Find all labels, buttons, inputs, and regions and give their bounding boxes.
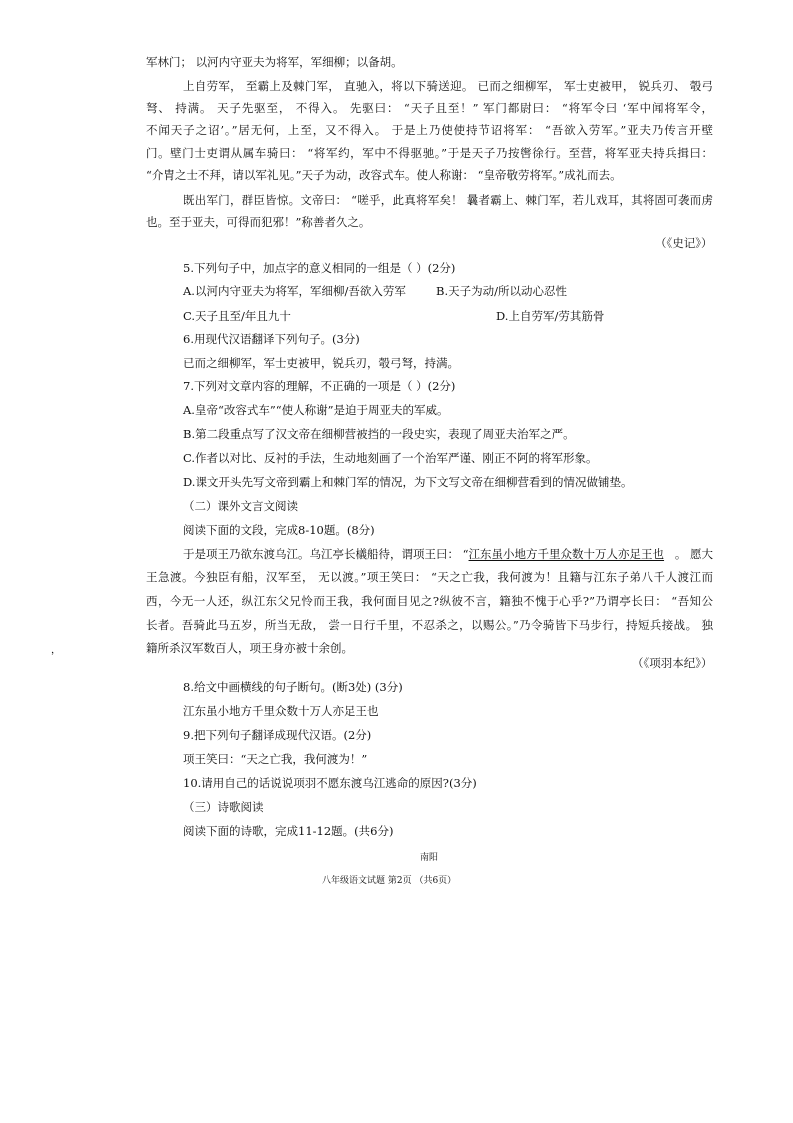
passage1-line-4: 不闻天子之诏’。”居无何，上至，又不得入。 于是上乃使使持节诏将军： “吾欲入劳军。”亚夫乃传言开壁 <box>146 123 713 137</box>
passage1-line-1: 军林门； 以河内守亚夫为将军，军细柳；以备胡。 <box>146 55 403 69</box>
q5-option-b: B.天子为动/所以动心忍性 <box>436 284 567 298</box>
passage1-line-5: 门。壁门士吏谓从属车骑曰： “将军约，军中不得驱驰。”于是天子乃按辔徐行。至营，将军亚夫持兵揖曰： <box>146 146 713 160</box>
passage2-source: （《项羽本纪》） <box>632 656 713 670</box>
q7-option-a: A.皇帝“改容式车”“使人称谢”是迫于周亚夫的军威。 <box>183 403 449 417</box>
passage2-line-5: 籍所杀汉军数百人，项王身亦被十余创。 <box>146 641 353 655</box>
passage2-line-3: 西，今无一人还，纵江东父兄怜而王我，我何面目见之?纵彼不言，籍独不愧于心乎?”乃谓亭长曰： “吾知公 <box>146 594 713 608</box>
passage1-line-3: 弩、 持满。 天子先驱至， 不得入。 先驱曰： “天子且至！” 军门都尉曰： “将军令曰 ‘军中闻将军令， <box>146 101 713 115</box>
footer-page-info: 八年级语文试题 第2页 （共6页） <box>322 876 457 886</box>
q6-sentence: 已而之细柳军，军士吏被甲，锐兵刃，彀弓弩，持满。 <box>183 356 459 370</box>
q5-option-d: D.上自劳军/劳其筋骨 <box>496 309 605 323</box>
q5-option-a: A.以河内守亚夫为将军，军细柳/吾欲入劳军 <box>183 284 406 298</box>
q6-stem: 6.用现代汉语翻译下列句子。(3分) <box>183 332 360 346</box>
passage1-line-8: 也。至于亚夫，可得而犯邪！”称善者久之。 <box>146 215 371 229</box>
passage2-line-1 <box>183 546 713 562</box>
passage2-line-1-post: 。 愿大 <box>674 547 713 561</box>
q5-option-c: C.天子且至/年且九十 <box>183 309 291 323</box>
passage2-underlined-sentence: 江东虽小地方千里众数十万人亦足王也 <box>468 547 665 561</box>
passage1-line-7: 既出军门，群臣皆惊。文帝曰： “嗟乎，此真将军矣！ 曩者霸上、棘门军，若儿戏耳，其将固可袭而虏 <box>183 193 713 207</box>
passage1-source: （《史记》） <box>655 236 713 250</box>
section2-title: （二）课外文言文阅读 <box>183 499 298 513</box>
passage2-line-1-pre: 于是项王乃欲东渡乌江。乌江亭长檥船待，谓项王曰： “ <box>183 547 469 561</box>
footer-label: 南阳 <box>420 853 439 863</box>
q7-stem: 7.下列对文章内容的理解，不正确的一项是（ ）(2分) <box>183 379 456 393</box>
q8-sentence: 江东虽小地方千里众数十万人亦足王也 <box>183 704 379 718</box>
passage2-line-2: 王急渡。今独臣有船，汉军至， 无以渡。”项王笑曰： “天之亡我，我何渡为！且籍与江东子弟八千人渡江而 <box>146 570 713 584</box>
section3-instruction: 阅读下面的诗歌，完成11-12题。(共6分) <box>183 824 394 838</box>
q7-option-b: B.第二段重点写了汉文帝在细柳营被挡的一段史实，表现了周亚夫治军之严。 <box>183 427 575 441</box>
q9-stem: 9.把下列句子翻译成现代汉语。(2分) <box>183 728 372 742</box>
section2-instruction: 阅读下面的文段，完成8-10题。(8分) <box>183 523 375 537</box>
q9-sentence: 项王笑曰：“天之亡我，我何渡为！” <box>183 752 368 766</box>
passage1-line-6: “介胄之士不拜，请以军礼见。”天子为动，改容式车。使人称谢： “皇帝敬劳将军。”成礼而去。 <box>146 168 622 182</box>
q5-stem: 5.下列句子中，加点字的意义相同的一组是（ ）(2分) <box>183 261 456 275</box>
passage2-line-4: 长者。吾骑此马五岁，所当无敌， 尝一日行千里，不忍杀之，以赐公。”乃令骑皆下马步行，持短兵接战。 独 <box>146 618 713 632</box>
stray-mark: ， <box>51 645 61 656</box>
q8-stem: 8.给文中画横线的句子断句。(断3处) (3分) <box>183 680 403 694</box>
passage1-line-2: 上自劳军， 至霸上及棘门军， 直驰入，将以下骑送迎。 已而之细柳军， 军士吏被甲， 锐兵刃、 彀弓 <box>183 79 713 93</box>
q7-option-d: D.课文开头先写文帝到霸上和棘门军的情况，为下文写文帝在细柳营看到的情况做铺垫。 <box>183 475 633 489</box>
q7-option-c: C.作者以对比、反衬的手法，生动地刻画了一个治军严谨、刚正不阿的将军形象。 <box>183 451 598 465</box>
q10-stem: 10.请用自己的话说说项羽不愿东渡乌江逃命的原因?(3分) <box>183 776 477 790</box>
section3-title: （三）诗歌阅读 <box>183 800 264 814</box>
